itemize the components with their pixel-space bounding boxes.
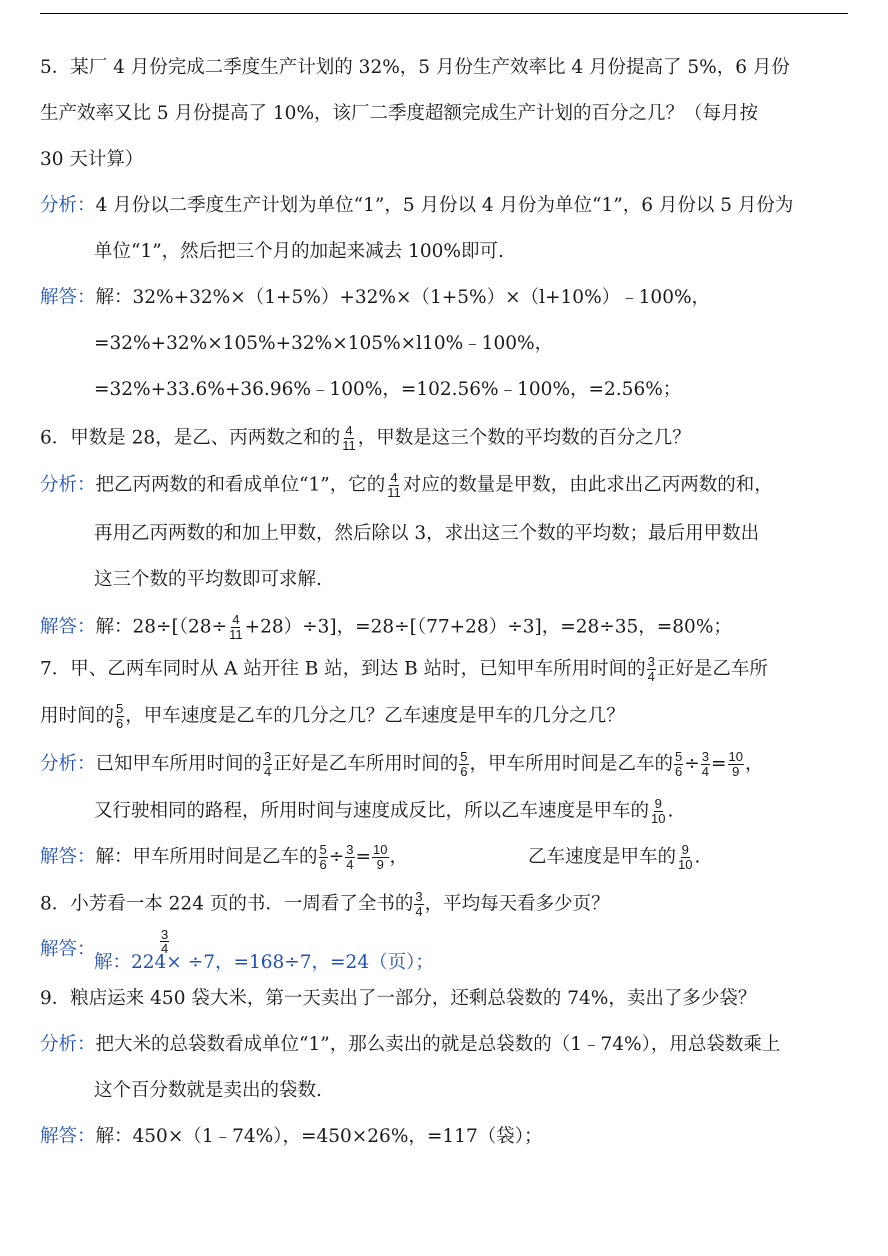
q6-analysis-line-2: 再用乙丙两数的和加上甲数，然后除以 3，求出这三个数的平均数；最后用甲数出 bbox=[94, 523, 760, 544]
fraction bbox=[341, 424, 357, 453]
answer-label: 解答： bbox=[40, 616, 96, 638]
answer-text: 解：450×（1﹣74%），=450×26%，=117（袋）； bbox=[95, 1126, 543, 1147]
fraction-denominator: 11 bbox=[229, 627, 243, 642]
q8-answer-label-line bbox=[40, 937, 96, 963]
answer-text-d: . bbox=[694, 846, 701, 868]
fraction-numerator: 3 bbox=[415, 889, 423, 904]
fraction bbox=[674, 750, 683, 779]
answer-text-b: ， bbox=[389, 846, 409, 868]
divide-sign: ÷ bbox=[684, 753, 700, 775]
answer-text: 解：32%+32%×（1+5%）+32%×（1+5%）×（l+10%）﹣100%， bbox=[95, 287, 711, 308]
answer-text-b: +28）÷3]，=28÷[（77+28）÷3]，=28÷35，=80%； bbox=[244, 616, 732, 638]
fraction bbox=[647, 655, 656, 684]
q7-analysis-line-1 bbox=[40, 750, 764, 779]
fraction-numerator: 9 bbox=[654, 796, 662, 811]
analysis-text-end: ， bbox=[745, 753, 764, 775]
fraction-numerator: 5 bbox=[319, 842, 327, 857]
fraction bbox=[701, 750, 710, 779]
top-rule bbox=[40, 13, 848, 14]
q9-analysis-line-1 bbox=[40, 1032, 780, 1058]
fraction-numerator: 3 bbox=[346, 842, 354, 857]
q7-text-c: 用时间的 bbox=[40, 705, 115, 727]
fraction bbox=[386, 471, 402, 500]
analysis-label: 分析： bbox=[40, 474, 96, 496]
q9-line-1: 9．粮店运来 450 袋大米，第一天卖出了一部分，还剩总袋数的 74%，卖出了多少袋？ bbox=[40, 988, 757, 1009]
q9-analysis-line-2: 这个百分数就是卖出的袋数. bbox=[94, 1080, 322, 1101]
fraction-numerator: 5 bbox=[116, 701, 124, 716]
q7-text-a: 7．甲、乙两车同时从 A 站开往 B 站，到达 B 站时，已知甲车所用时间的 bbox=[40, 658, 646, 680]
q8-answer-line-1: 解：224× ÷7，=168÷7，=24（页）； bbox=[94, 952, 434, 973]
answer-label: 解答： bbox=[40, 1126, 96, 1147]
analysis-label: 分析： bbox=[40, 1034, 96, 1055]
fraction-denominator: 6 bbox=[116, 716, 124, 731]
q7-analysis-line-2 bbox=[94, 797, 673, 826]
fraction-numerator: 3 bbox=[701, 749, 710, 764]
q6-analysis-line-3: 这三个数的平均数即可求解. bbox=[94, 569, 322, 590]
q7-text-d: ，甲车速度是乙车的几分之几？乙车速度是甲车的几分之几？ bbox=[125, 705, 625, 727]
analysis-text-d: 又行驶相同的路程，所用时间与速度成反比，所以乙车速度是甲车的 bbox=[94, 800, 650, 822]
fraction-denominator: 10 bbox=[651, 811, 666, 826]
q6-text-b: ，甲数是这三个数的平均数的百分之几？ bbox=[357, 427, 691, 449]
fraction-denominator: 4 bbox=[415, 904, 423, 919]
answer-text-a: 解：28÷[（28÷ bbox=[95, 616, 228, 638]
fraction bbox=[372, 843, 388, 872]
analysis-text: 把大米的总袋数看成单位“1”，那么卖出的就是总袋数的（1﹣74%），用总袋数乘上 bbox=[95, 1034, 781, 1055]
divide-sign: ÷ bbox=[328, 846, 345, 868]
answer-text-a: 解：甲车所用时间是乙车的 bbox=[95, 846, 318, 868]
q8-text-b: ，平均每天看多少页？ bbox=[424, 893, 610, 915]
q6-line-1 bbox=[40, 424, 691, 453]
analysis-label: 分析： bbox=[40, 195, 96, 216]
fraction-numerator: 3 bbox=[161, 927, 169, 942]
q5-analysis-line-1 bbox=[40, 193, 793, 219]
fraction-denominator: 10 bbox=[678, 857, 693, 872]
answer-label: 解答： bbox=[40, 846, 96, 868]
fraction-numerator: 10 bbox=[728, 749, 743, 764]
analysis-text-a: 已知甲车所用时间的 bbox=[95, 753, 263, 775]
q9-answer-line-1 bbox=[40, 1124, 542, 1150]
fraction-denominator: 11 bbox=[387, 485, 401, 500]
q5-line-2: 生产效率又比 5 月份提高了 10%，该厂二季度超额完成生产计划的百分之几？（每月按 bbox=[40, 103, 759, 124]
fraction bbox=[345, 843, 354, 872]
analysis-text-e: . bbox=[667, 800, 674, 822]
fraction-denominator: 11 bbox=[342, 438, 356, 453]
fraction-denominator: 6 bbox=[675, 764, 683, 779]
fraction-denominator: 9 bbox=[376, 857, 384, 872]
fraction-denominator: 6 bbox=[460, 764, 468, 779]
equals-sign: = bbox=[711, 753, 727, 775]
q5-line-3: 30 天计算） bbox=[40, 149, 144, 170]
fraction-denominator: 4 bbox=[346, 857, 354, 872]
fraction bbox=[677, 843, 693, 872]
fraction bbox=[728, 750, 744, 779]
fraction-numerator: 5 bbox=[675, 749, 683, 764]
analysis-text-b: 正好是乙车所用时间的 bbox=[273, 753, 459, 775]
answer-text-c: 乙车速度是甲车的 bbox=[528, 846, 677, 868]
fraction-numerator: 3 bbox=[647, 654, 655, 669]
fraction-denominator: 6 bbox=[319, 857, 327, 872]
analysis-text-a: 把乙丙两数的和看成单位“1”，它的 bbox=[95, 474, 386, 496]
q7-line-2 bbox=[40, 702, 625, 731]
analysis-text-c: ，甲车所用时间是乙车的 bbox=[469, 753, 674, 775]
equals-sign: = bbox=[355, 846, 372, 868]
fraction-numerator: 4 bbox=[390, 470, 398, 485]
fraction-numerator: 9 bbox=[681, 842, 689, 857]
q8-text-a: 8．小芳看一本 224 页的书．一周看了全书的 bbox=[40, 893, 414, 915]
q6-text-a: 6．甲数是 28，是乙、丙两数之和的 bbox=[40, 427, 341, 449]
fraction bbox=[459, 750, 468, 779]
fraction bbox=[263, 750, 272, 779]
q7-answer-line-1 bbox=[40, 843, 408, 872]
answer-label: 解答： bbox=[40, 939, 96, 960]
fraction-denominator: 4 bbox=[647, 669, 655, 684]
fraction-numerator: 4 bbox=[232, 612, 240, 627]
q6-answer-line-1 bbox=[40, 613, 732, 642]
q5-answer-line-1 bbox=[40, 285, 710, 311]
fraction-numerator: 3 bbox=[264, 749, 272, 764]
fraction-numerator: 10 bbox=[373, 842, 388, 857]
fraction-denominator: 9 bbox=[732, 764, 740, 779]
q8-line-1 bbox=[40, 890, 610, 919]
q5-answer-line-3: =32%+33.6%+36.96%﹣100%，=102.56%﹣100%，=2.56%； bbox=[94, 379, 682, 400]
analysis-label: 分析： bbox=[40, 753, 96, 775]
q5-analysis-line-2: 单位“1”，然后把三个月的加起来减去 100%即可. bbox=[94, 241, 504, 262]
fraction-denominator: 4 bbox=[701, 764, 710, 779]
fraction-denominator: 4 bbox=[264, 764, 272, 779]
fraction-numerator: 5 bbox=[460, 749, 468, 764]
answer-label: 解答： bbox=[40, 287, 96, 308]
fraction bbox=[115, 702, 124, 731]
fraction bbox=[228, 613, 244, 642]
fraction bbox=[650, 797, 666, 826]
fraction bbox=[414, 890, 423, 919]
q7-text-b: 正好是乙车所 bbox=[656, 658, 768, 680]
fraction-numerator: 4 bbox=[345, 423, 353, 438]
fraction bbox=[319, 843, 328, 872]
q6-analysis-line-1 bbox=[40, 471, 773, 500]
q5-line-1: 5．某厂 4 月份完成二季度生产计划的 32%，5 月份生产效率比 4 月份提高了 5%，6 月份 bbox=[40, 57, 790, 78]
analysis-text: 4 月份以二季度生产计划为单位“1”，5 月份以 4 月份为单位“1”，6 月份以 5 月份为 bbox=[95, 195, 794, 216]
q5-answer-line-2: =32%+32%×105%+32%×105%×l10%﹣100%， bbox=[94, 333, 554, 354]
analysis-text-b: 对应的数量是甲数，由此求出乙丙两数的和， bbox=[402, 474, 773, 496]
q7-line-1 bbox=[40, 655, 768, 684]
q7-answer-line-1-right bbox=[528, 843, 700, 872]
fraction-denominator: 4 bbox=[161, 941, 169, 956]
